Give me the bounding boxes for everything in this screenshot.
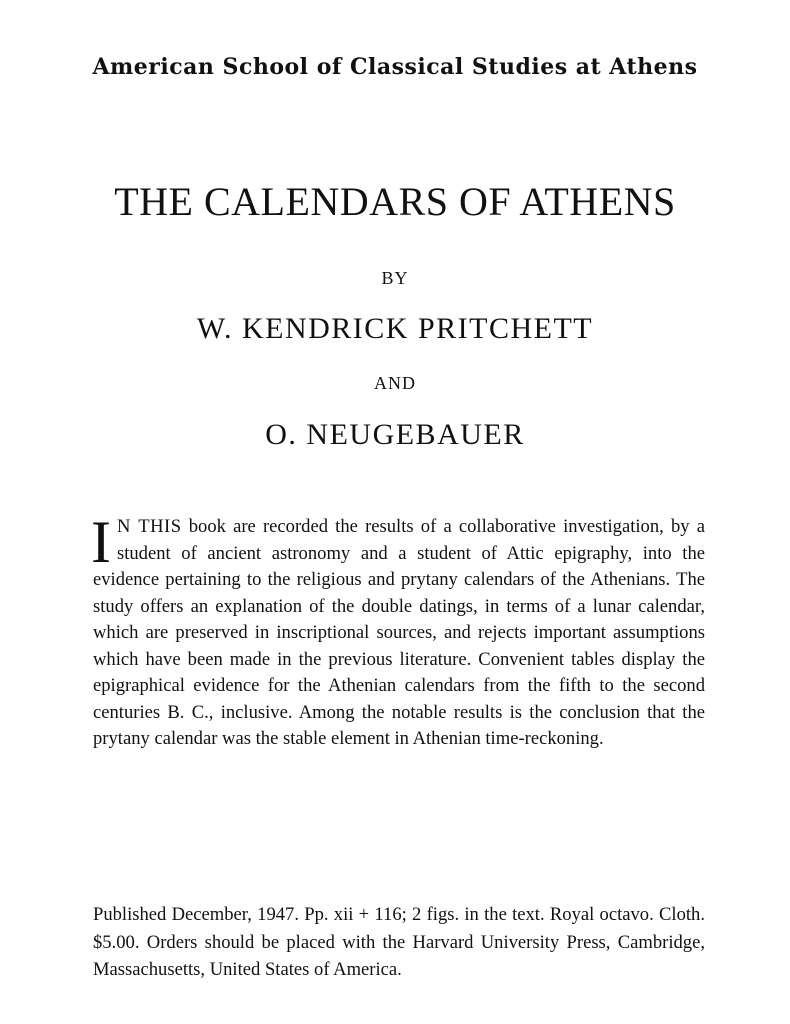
drop-cap: I bbox=[91, 509, 111, 575]
author-pritchett: W. KENDRICK PRITCHETT bbox=[196, 312, 594, 345]
abstract-lead: N THIS bbox=[116, 516, 182, 537]
and-label: AND bbox=[374, 373, 416, 393]
by-label: BY bbox=[381, 268, 409, 288]
book-title: THE CALENDARS OF ATHENS bbox=[114, 179, 676, 224]
publication-info: Published December, 1947. Pp. xii + 116; 2 figs. in the text. Royal octavo. Cloth. $5.00. Orders should be placed with the Harvard University Press, Cambridge, Massachusetts, United States of America. bbox=[93, 904, 705, 980]
author-neugebauer: O. NEUGEBAUER bbox=[265, 418, 525, 451]
abstract-text: book are recorded the results of a collaborative investigation, by a student of ancient astronomy and a student of Attic epigraphy, into the evidence pertaining to the religious and prytany calendars of the Athenians. The study offers an explanation of the double datings, in terms of a lunar calendar, which are preserved in inscriptional sources, and rejects important assumptions which have been made in the previous literature. Convenient tables display the epigraphical evidence for the Athenian calendars from the fifth to the second centuries B. C., inclusive. Among the notable results is the conclusion that the prytany calendar was the stable element in Athenian time-reckoning. bbox=[93, 516, 705, 749]
series-title: American School of Classical Studies at Athens bbox=[92, 54, 698, 80]
abstract-paragraph bbox=[91, 509, 705, 753]
